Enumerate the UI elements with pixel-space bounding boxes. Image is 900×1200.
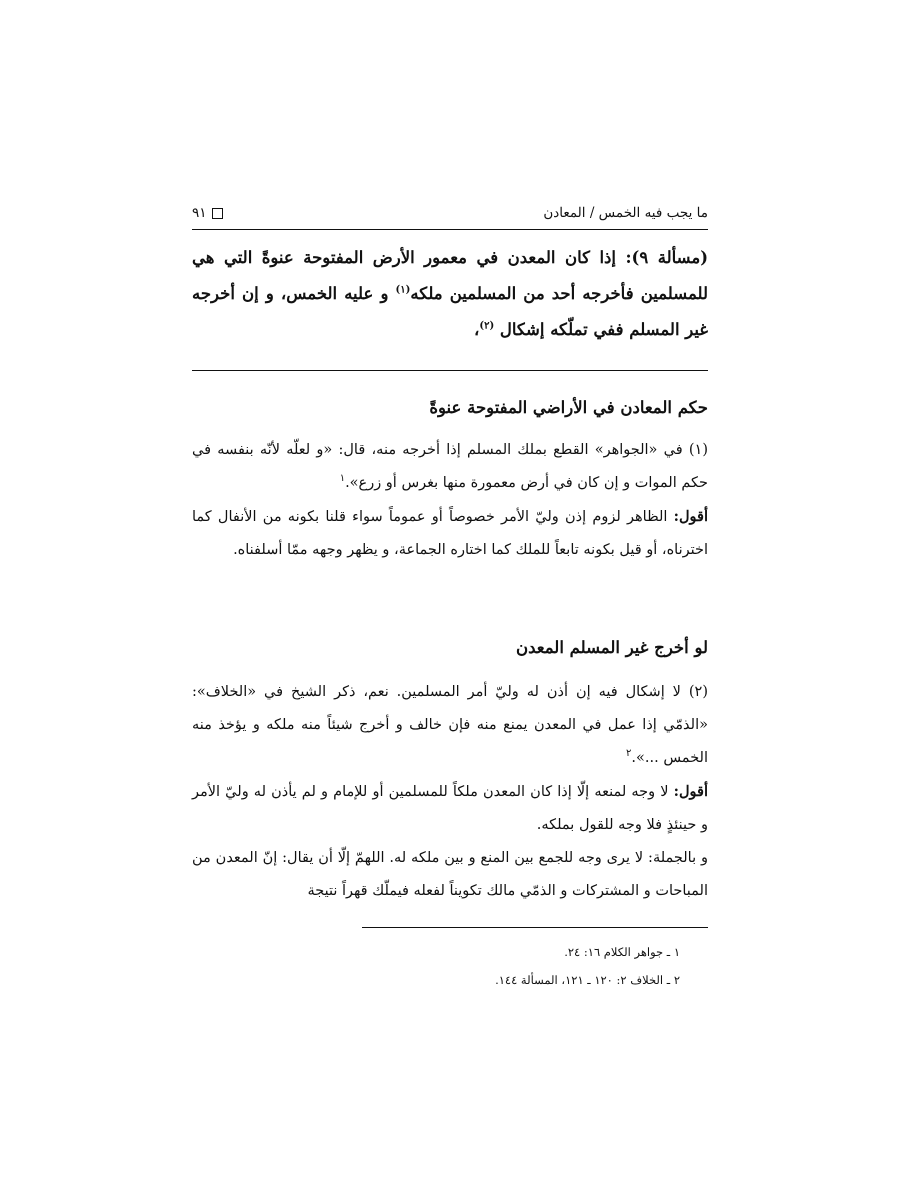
footnote-ref: (١) <box>395 284 411 296</box>
section-heading: لو أخرج غير المسلم المعدن <box>516 638 708 657</box>
footnote-ref: ١ <box>339 473 346 485</box>
footnotes <box>192 938 680 994</box>
commentary-paragraph <box>192 434 708 500</box>
commentary-block-2 <box>192 676 708 908</box>
section-heading: حكم المعادن في الأراضي المفتوحة عنوةً <box>429 398 708 417</box>
commentary-paragraph <box>192 775 708 842</box>
paragraph-text: لا وجه لمنعه إلّا إذا كان المعدن ملكاً للمسلمين أو للإمام و لم يأذن له وليّ الأمر و حينئذٍ فلا وجه للقول بملكه. <box>192 784 708 833</box>
commentary-block-1 <box>192 434 708 567</box>
masala-text <box>192 240 708 348</box>
footnote-ref: (٢) <box>479 320 495 332</box>
masala-end: ، <box>474 320 480 339</box>
footnote-item: ١ ـ جواهر الكلام ١٦: ٢٤. <box>564 945 680 959</box>
commentary-paragraph <box>192 676 708 775</box>
commentary-paragraph: و بالجملة: لا يرى وجه للجمع بين المنع و بين ملكه له. اللهمّ إلّا أن يقال: إنّ المعدن من المباحات و المشتركات و الذمّي مالك تكويناً لفعله فيملّك قهراً نتيجة <box>192 850 708 899</box>
footnote-ref: ٢ <box>626 748 632 760</box>
masala-part1: (مسألة ٩): إذا كان المعدن في معمور الأرض المفتوحة عنوةً التي هي للمسلمين فأخرجه أحد من المسلمين ملكه <box>192 248 708 303</box>
page-number-text: ٩١ <box>192 205 207 221</box>
section-divider <box>192 370 708 371</box>
qawl-label: أقول: <box>673 783 708 800</box>
header-title: ما يجب فيه الخمس / المعادن <box>543 205 708 221</box>
square-icon <box>212 208 223 219</box>
paragraph-text: (١) في «الجواهر» القطع بملك المسلم إذا أخرجه منه، قال: «و لعلّه لأنّه بنفسه في حكم الموات و إن كان في أرض معمورة منها بغرس أو زرع». <box>192 442 708 491</box>
footnote-item: ٢ ـ الخلاف ٢: ١٢٠ ـ ١٢١، المسألة ١٤٤. <box>495 973 680 987</box>
page-number <box>192 205 223 221</box>
paragraph-text: (٢) لا إشكال فيه إن أذن له وليّ أمر المسلمين. نعم، ذكر الشيخ في «الخلاف»: «الذمّي إذا عمل في المعدن يمنع منه فإن خالف و أخرج شيئاً منه ملكه و يؤخذ منه الخمس ...». <box>192 684 708 766</box>
masala-part2: و عليه الخمس، و إن أخرجه غير المسلم ففي تملّكه إشكال <box>192 284 708 339</box>
commentary-paragraph <box>192 500 708 567</box>
running-header <box>192 199 708 227</box>
paragraph-text: الظاهر لزوم إذن وليّ الأمر خصوصاً أو عموماً سواء قلنا بكونه من الأنفال كما اخترناه، أو قيل بكونه تابعاً للملك كما اختاره الجماعة، و يظهر وجهه ممّا أسلفناه. <box>192 509 708 558</box>
header-rule <box>192 229 708 230</box>
qawl-label: أقول: <box>673 508 708 525</box>
footnote-rule <box>362 927 708 928</box>
